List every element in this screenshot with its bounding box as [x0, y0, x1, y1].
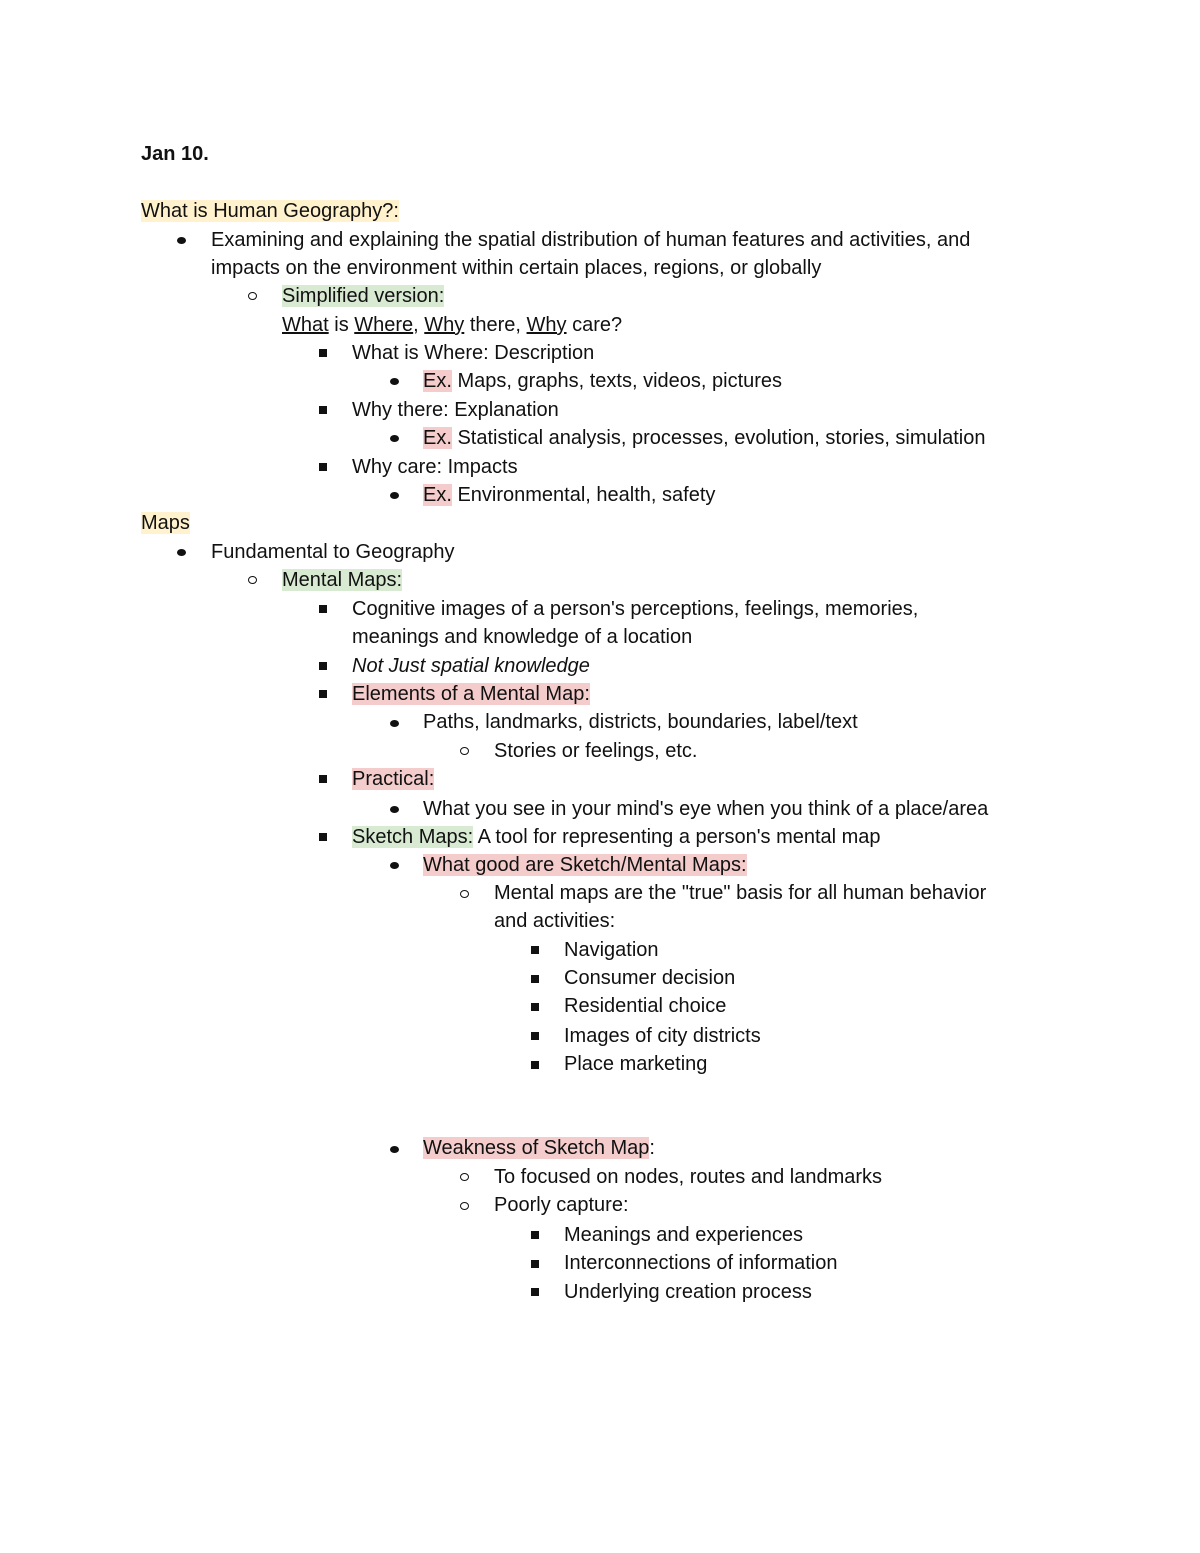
- poorly-capture-3: Underlying creation process: [564, 1281, 812, 1303]
- cognitive-line-2: meanings and knowledge of a location: [352, 626, 693, 648]
- bullet-disc-icon: [177, 549, 186, 556]
- elements-text: Paths, landmarks, districts, boundaries, label/text: [423, 711, 858, 733]
- bullet-square-icon: [531, 1061, 539, 1069]
- bullet-square-icon: [319, 662, 327, 670]
- cognitive-line-1: Cognitive images of a person's perceptions, feelings, memories,: [352, 598, 919, 620]
- item-why-there: Why there: Explanation: [352, 399, 559, 421]
- bullet-square-icon: [319, 775, 327, 783]
- elements-sub: Stories or feelings, etc.: [494, 740, 698, 762]
- bullet-circle-icon: [460, 1173, 469, 1181]
- example-text: Environmental, health, safety: [451, 484, 716, 506]
- sketch-maps-text: A tool for representing a person's mental map: [473, 826, 881, 848]
- poorly-capture-2: Interconnections of information: [564, 1252, 838, 1274]
- section-heading-maps: [141, 509, 190, 537]
- bullet-circle-icon: [460, 890, 469, 898]
- practical-text: What you see in your mind's eye when you think of a place/area: [423, 798, 989, 820]
- bullet-circle-icon: [248, 292, 257, 300]
- true-basis-line-2: and activities:: [494, 910, 616, 932]
- bullet-square-icon: [319, 690, 327, 698]
- bullet-disc-icon: [390, 378, 399, 385]
- bullet-disc-icon: [390, 1146, 399, 1153]
- heading-highlight: What is Human Geography?:: [141, 200, 399, 222]
- weakness-highlight: Weakness of Sketch Map: [423, 1137, 650, 1159]
- what-good-highlight: What good are Sketch/Mental Maps:: [423, 854, 747, 876]
- bullet-square-icon: [319, 833, 327, 841]
- weakness-colon: :: [649, 1137, 655, 1159]
- bullet-disc-icon: [390, 720, 399, 727]
- elements-label: [352, 680, 590, 708]
- use-residential-choice: Residential choice: [564, 995, 727, 1017]
- weakness-item-2: Poorly capture:: [494, 1194, 629, 1216]
- section-heading-human-geography: [141, 197, 399, 225]
- true-basis-line-1: Mental maps are the "true" basis for all human behavior: [494, 882, 987, 904]
- bullet-disc-icon: [177, 237, 186, 244]
- not-just-spatial: Not Just spatial knowledge: [352, 655, 590, 677]
- bullet-square-icon: [531, 1231, 539, 1239]
- example-1: [423, 367, 782, 395]
- definition-line-1: Examining and explaining the spatial distribution of human features and activities, and: [211, 229, 971, 251]
- example-text: Statistical analysis, processes, evolution, stories, simulation: [451, 427, 986, 449]
- use-navigation: Navigation: [564, 939, 659, 961]
- bullet-disc-icon: [390, 806, 399, 813]
- elements-highlight: Elements of a Mental Map:: [352, 683, 590, 705]
- what-good-label: [423, 851, 747, 879]
- use-images-city-districts: Images of city districts: [564, 1025, 761, 1047]
- bullet-square-icon: [531, 1032, 539, 1040]
- bullet-square-icon: [531, 1288, 539, 1296]
- bullet-circle-icon: [460, 1202, 469, 1210]
- simplified-question: [282, 311, 622, 339]
- bullet-square-icon: [531, 1260, 539, 1268]
- mental-maps-highlight: Mental Maps:: [282, 569, 403, 591]
- bullet-circle-icon: [248, 576, 257, 584]
- definition-line-2: impacts on the environment within certain places, regions, or globally: [211, 257, 822, 279]
- word-comma: ,: [413, 314, 425, 336]
- sketch-maps-highlight: Sketch Maps:: [352, 826, 474, 848]
- word-is: is: [328, 314, 355, 336]
- bullet-disc-icon: [390, 492, 399, 499]
- weakness-item-1: To focused on nodes, routes and landmarks: [494, 1166, 883, 1188]
- example-label: Ex.: [423, 484, 452, 506]
- word-care: care?: [566, 314, 623, 336]
- bullet-square-icon: [319, 406, 327, 414]
- item-what-is-where: What is Where: Description: [352, 342, 595, 364]
- fundamental-to-geography: Fundamental to Geography: [211, 541, 455, 563]
- bullet-circle-icon: [460, 747, 469, 755]
- word-why-2: Why: [526, 314, 567, 336]
- use-place-marketing: Place marketing: [564, 1053, 708, 1075]
- bullet-square-icon: [319, 463, 327, 471]
- example-text: Maps, graphs, texts, videos, pictures: [451, 370, 783, 392]
- word-there: there,: [464, 314, 527, 336]
- use-consumer-decision: Consumer decision: [564, 967, 736, 989]
- bullet-square-icon: [319, 349, 327, 357]
- bullet-square-icon: [531, 946, 539, 954]
- item-why-care: Why care: Impacts: [352, 456, 518, 478]
- practical-highlight: Practical:: [352, 768, 435, 790]
- sketch-maps-line: [352, 823, 881, 851]
- word-why-1: Why: [424, 314, 465, 336]
- bullet-disc-icon: [390, 862, 399, 869]
- bullet-square-icon: [531, 975, 539, 983]
- bullet-square-icon: [531, 1003, 539, 1011]
- heading-highlight: Maps: [141, 512, 190, 534]
- simplified-highlight: Simplified version:: [282, 285, 445, 307]
- word-where: Where: [354, 314, 414, 336]
- example-label: Ex.: [423, 370, 452, 392]
- mental-maps-label: [282, 566, 402, 594]
- weakness-label: [423, 1134, 655, 1162]
- practical-label: [352, 765, 434, 793]
- example-3: [423, 481, 715, 509]
- example-label: Ex.: [423, 427, 452, 449]
- bullet-square-icon: [319, 605, 327, 613]
- simplified-version-label: [282, 282, 444, 310]
- document-date: Jan 10.: [141, 143, 209, 165]
- bullet-disc-icon: [390, 435, 399, 442]
- word-what: What: [282, 314, 329, 336]
- example-2: [423, 424, 985, 452]
- poorly-capture-1: Meanings and experiences: [564, 1224, 804, 1246]
